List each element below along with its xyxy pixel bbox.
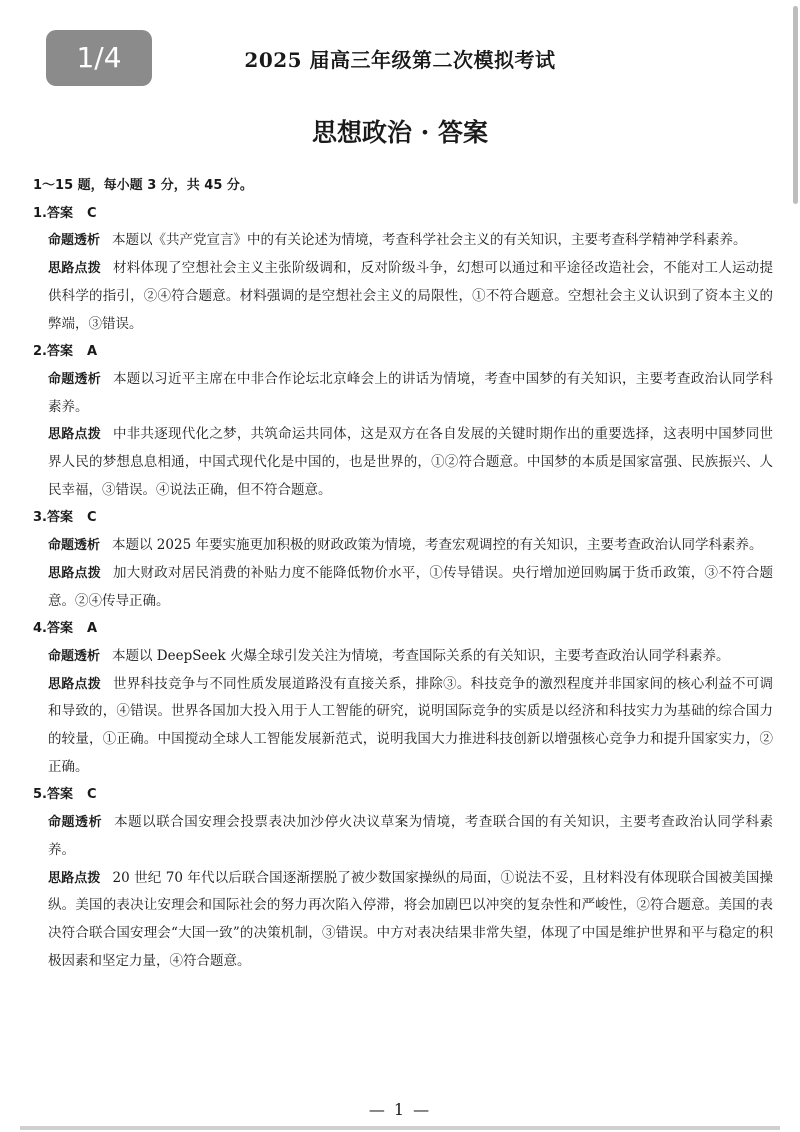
hint-text: 世界科技竞争与不同性质发展道路没有直接关系，排除③。科技竞争的激烈程度并非国家间的核心利益不可调和导致的，④错误。世界各国加大投入用于人工智能的研究，说明国际竞争的实质是以经济和科技实力为基础的综合国力的较量，①正确。中国搅动全球人工智能发展新范式，说明我国大力推进科技创新以增强核心竞争力和提升国家实力，②正确。 bbox=[48, 675, 773, 775]
answer-choice: A bbox=[87, 344, 98, 360]
analysis-text: 本题以 2025 年要实施更加积极的财政政策为情境，考查宏观调控的有关知识，主要考查政治认同学科素养。 bbox=[112, 537, 763, 554]
answer-choice: C bbox=[87, 510, 97, 526]
answer-line bbox=[33, 200, 773, 228]
answer-label: 答案 bbox=[46, 344, 73, 360]
analysis-label: 命题透析 bbox=[48, 815, 103, 831]
hint-paragraph bbox=[48, 255, 773, 338]
question-2 bbox=[33, 338, 773, 504]
question-number: 3. bbox=[33, 510, 47, 526]
analysis-label: 命题透析 bbox=[48, 371, 102, 387]
question-number: 4. bbox=[33, 621, 47, 637]
analysis-text: 本题以联合国安理会投票表决加沙停火决议草案为情境，考查联合国的有关知识，主要考查政治认同学科素养。 bbox=[48, 814, 773, 858]
subject-title: 思想政治 · 答案 bbox=[311, 118, 489, 147]
answer-choice: C bbox=[87, 787, 97, 803]
analysis-paragraph bbox=[48, 366, 773, 421]
answer-line bbox=[33, 615, 773, 643]
hint-label: 思路点拨 bbox=[48, 261, 102, 277]
hint-label: 思路点拨 bbox=[48, 565, 102, 581]
answer-label: 答案 bbox=[46, 205, 73, 221]
hint-paragraph bbox=[48, 671, 773, 782]
page-indicator-badge: 1/4 bbox=[46, 30, 152, 86]
answer-choice: C bbox=[87, 205, 97, 221]
answer-line bbox=[33, 781, 773, 809]
answer-label: 答案 bbox=[46, 510, 73, 526]
answer-choice: A bbox=[87, 621, 98, 637]
answer-label: 答案 bbox=[46, 787, 73, 803]
hint-text: 20 世纪 70 年代以后联合国逐渐摆脱了被少数国家操纵的局面，①说法不妥，且材料没有体现联合国被美国操纵。美国的表决让安理会和国际社会的努力再次陷入停滞，将会加剧巴以冲突的复杂性和严峻性，②符合题意。美国的表决符合联合国安理会“大国一致”的决策机制，③错误。中方对表决结果非常失望，体现了中国是维护世界和平与稳定的积极因素和坚定力量，④符合题意。 bbox=[48, 869, 773, 969]
analysis-text: 本题以习近平主席在中非合作论坛北京峰会上的讲话为情境，考查中国梦的有关知识，主要考查政治认同学科素养。 bbox=[48, 370, 773, 415]
hint-label: 思路点拨 bbox=[48, 870, 101, 886]
analysis-label: 命题透析 bbox=[48, 538, 101, 554]
hint-text: 中非共逐现代化之梦，共筑命运共同体，这是双方在各自发展的关键时期作出的重要选择，这表明中国梦同世界人民的梦想息息相通，中国式现代化是中国的，也是世界的，①②符合题意。中国梦的本质是国家富强、民族振兴、人民幸福，③错误。④说法正确，但不符合题意。 bbox=[48, 426, 773, 498]
question-5 bbox=[33, 781, 773, 975]
hint-text: 加大财政对居民消费的补贴力度不能降低物价水平，①传导错误。央行增加逆回购属于货币政策，③不符合题意。②④传导正确。 bbox=[48, 564, 773, 609]
hint-paragraph bbox=[48, 865, 773, 976]
analysis-label: 命题透析 bbox=[48, 233, 101, 249]
answer-label: 答案 bbox=[46, 621, 73, 637]
hint-paragraph bbox=[48, 421, 773, 504]
analysis-paragraph bbox=[48, 643, 773, 671]
scoring-intro: 1～15 题，每小题 3 分，共 45 分。 bbox=[33, 178, 253, 193]
bottom-divider bbox=[20, 1126, 780, 1130]
answer-line bbox=[33, 338, 773, 366]
analysis-paragraph bbox=[48, 227, 773, 255]
hint-label: 思路点拨 bbox=[48, 427, 102, 443]
exam-title: 2025 届高三年级第二次模拟考试 bbox=[244, 48, 556, 72]
analysis-paragraph bbox=[48, 532, 773, 560]
answer-content bbox=[33, 172, 773, 975]
hint-text: 材料体现了空想社会主义主张阶级调和，反对阶级斗争，幻想可以通过和平途径改造社会，不能对工人运动提供科学的指引，②④符合题意。材料强调的是空想社会主义的局限性，①不符合题意。空想社会主义认识到了资本主义的弊端，③错误。 bbox=[48, 260, 773, 332]
hint-paragraph bbox=[48, 560, 773, 615]
analysis-text: 本题以 DeepSeek 火爆全球引发关注为情境，考查国际关系的有关知识，主要考查政治认同学科素养。 bbox=[112, 647, 730, 664]
analysis-paragraph bbox=[48, 809, 773, 864]
analysis-text: 本题以《共产党宣言》中的有关论述为情境，考查科学社会主义的有关知识，主要考查科学精神学科素养。 bbox=[112, 232, 747, 249]
question-3 bbox=[33, 504, 773, 615]
question-number: 2. bbox=[33, 344, 47, 360]
hint-label: 思路点拨 bbox=[48, 676, 102, 692]
answer-line bbox=[33, 504, 773, 532]
question-1 bbox=[33, 200, 773, 339]
question-number: 1. bbox=[33, 205, 47, 221]
question-4 bbox=[33, 615, 773, 781]
page-number: — 1 — bbox=[368, 1100, 432, 1119]
question-number: 5. bbox=[33, 787, 47, 803]
scrollbar-thumb[interactable] bbox=[793, 6, 798, 204]
analysis-label: 命题透析 bbox=[48, 648, 101, 664]
